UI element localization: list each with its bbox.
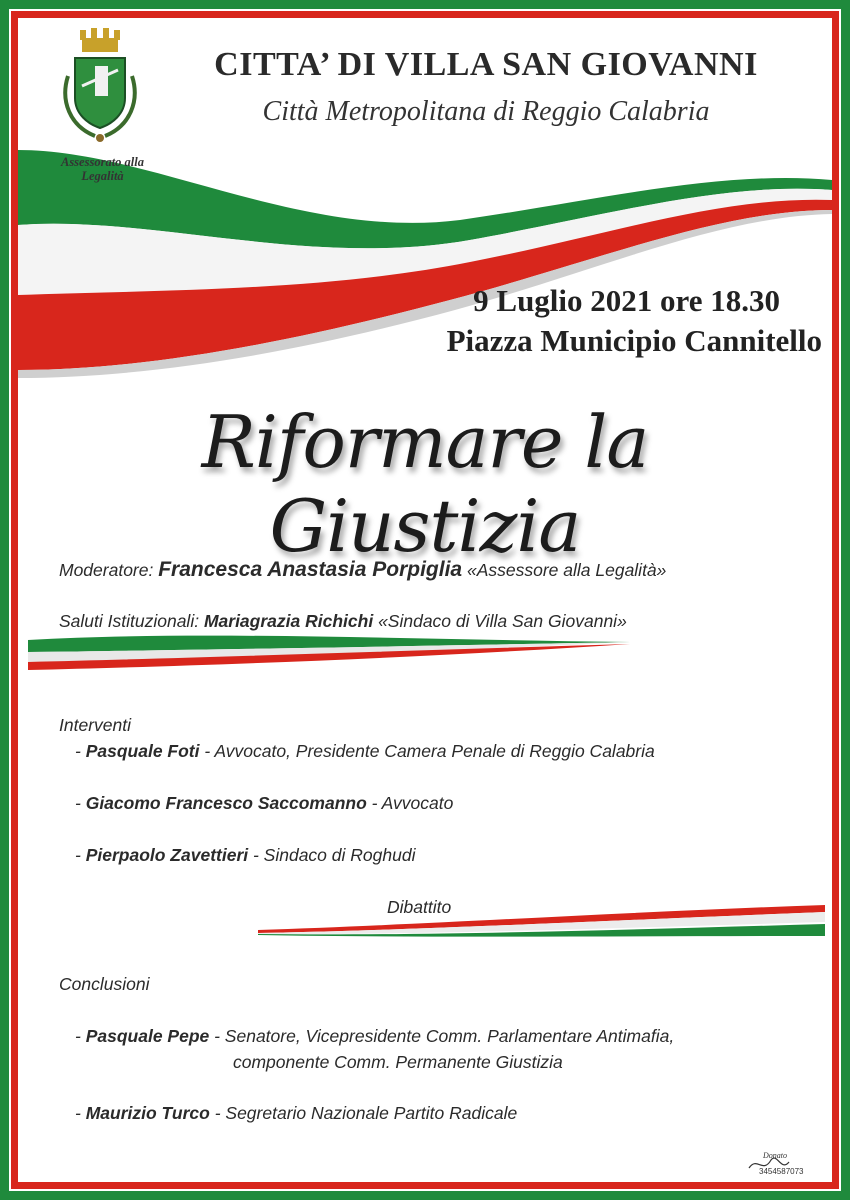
moderatore-name: Francesca Anastasia Porpiglia [158, 558, 463, 581]
speaker-role: - Senatore, Vicepresidente Comm. Parlamentare Antimafia, [209, 1026, 675, 1046]
assessorato-label: Assessorato alla Legalità [60, 155, 144, 183]
speaker-name: Pasquale Pepe [85, 1026, 210, 1046]
bullet-dash: - [75, 845, 86, 865]
signature-phone: 3454587073 [759, 1167, 804, 1176]
interventi-heading: Interventi [59, 715, 131, 735]
list-item [75, 793, 453, 814]
saluti-line [59, 611, 627, 632]
bullet-dash: - [75, 1026, 86, 1046]
dibattito-label: Dibattito [387, 897, 452, 917]
bullet-dash: - [75, 1103, 86, 1123]
speaker-name: Giacomo Francesco Saccomanno [85, 793, 367, 813]
event-title: Riformare la Giustizia [201, 400, 649, 568]
speaker-role: - Sindaco di Roghudi [248, 845, 416, 865]
moderatore-role: «Assessore alla Legalità» [466, 560, 667, 580]
saluti-name: Mariagrazia Richichi [203, 611, 374, 631]
speaker-role: - Segretario Nazionale Partito Radicale [209, 1103, 518, 1123]
moderatore-line [59, 558, 666, 582]
city-title: CITTA’ DI VILLA SAN GIOVANNI [214, 46, 758, 83]
saluti-role: «Sindaco di Villa San Giovanni» [378, 611, 627, 631]
event-place: Piazza Municipio Cannitello [446, 323, 822, 358]
signature-name: Donato [763, 1151, 787, 1160]
moderatore-label: Moderatore: [59, 560, 154, 580]
speaker-name: Pasquale Foti [85, 741, 200, 761]
event-date: 9 Luglio 2021 ore 18.30 [473, 283, 780, 318]
speaker-role-continued: componente Comm. Permanente Giustizia [233, 1052, 563, 1072]
metro-subtitle: Città Metropolitana di Reggio Calabria [262, 96, 710, 127]
list-item [75, 741, 655, 762]
designer-signature [745, 1150, 825, 1180]
city-crest-icon [50, 26, 150, 156]
speaker-role: - Avvocato, Presidente Camera Penale di Reggio Calabria [199, 741, 655, 761]
bullet-dash: - [75, 793, 86, 813]
bullet-dash: - [75, 741, 86, 761]
saluti-label: Saluti Istituzionali: [59, 611, 200, 631]
conclusioni-heading: Conclusioni [59, 974, 150, 994]
speaker-name: Pierpaolo Zavettieri [85, 845, 249, 865]
list-item [75, 1103, 517, 1124]
speaker-role: - Avvocato [366, 793, 454, 813]
list-item [75, 845, 415, 866]
list-item [75, 1026, 674, 1047]
speaker-name: Maurizio Turco [85, 1103, 210, 1123]
